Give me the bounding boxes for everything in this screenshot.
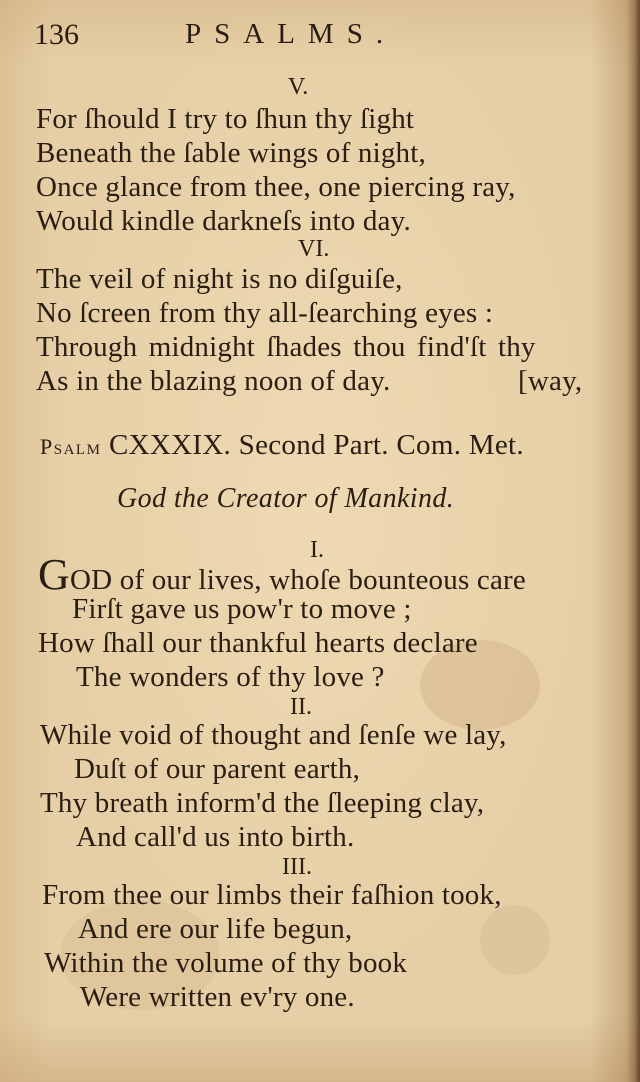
verse-line: Firſt gave us pow'r to move ; — [72, 593, 412, 625]
turnover-word: [way, — [518, 365, 583, 397]
verse-line: Once glance from thee, one piercing ray, — [36, 171, 516, 203]
verse-line: Thy breath inform'd the ſleeping clay, — [40, 787, 485, 819]
verse-line: While void of thought and ſenſe we lay, — [40, 719, 507, 751]
hymn-subtitle: God the Creator of Mankind. — [117, 483, 455, 514]
drop-capital: G — [38, 550, 70, 599]
stanza-numeral: I. — [310, 537, 324, 563]
stanza-numeral: VI. — [298, 236, 330, 262]
psalm-heading-label: Psalm — [40, 434, 102, 459]
verse-line: The veil of night is no diſguiſe, — [36, 263, 403, 295]
psalm-heading-rest: CXXXIX. Second Part. Com. Met. — [108, 429, 524, 461]
verse-line: Through midnight ſhades thou find'ſt thy — [36, 331, 536, 363]
verse-line: Would kindle darkneſs into day. — [36, 205, 411, 237]
verse-line-rest: OD of our lives, whoſe bounteous care — [69, 564, 526, 596]
stanza-numeral: V. — [288, 74, 309, 100]
running-title: PSALMS. — [185, 18, 397, 50]
verse-line: And call'd us into birth. — [76, 821, 355, 853]
page-edge-shadow — [626, 0, 640, 1082]
paper-stain — [480, 905, 550, 975]
stanza-numeral: III. — [282, 854, 312, 880]
verse-line: As in the blazing noon of day. — [36, 365, 391, 397]
psalm-heading — [40, 429, 524, 462]
verse-line: Duſt of our parent earth, — [74, 753, 361, 785]
verse-line: And ere our life begun, — [78, 913, 353, 945]
verse-line: Within the volume of thy book — [44, 947, 408, 979]
stanza-numeral: II. — [290, 694, 312, 720]
verse-line: From thee our limbs their faſhion took, — [42, 879, 502, 911]
verse-line: The wonders of thy love ? — [76, 661, 385, 693]
verse-line: No ſcreen from thy all-ſearching eyes : — [36, 297, 494, 329]
page-number: 136 — [34, 18, 79, 51]
verse-line: Beneath the ſable wings of night, — [36, 137, 426, 169]
verse-line: For ſhould I try to ſhun thy ſight — [36, 103, 415, 135]
verse-line: Were written ev'ry one. — [80, 981, 355, 1013]
verse-line: How ſhall our thankful hearts declare — [38, 627, 478, 659]
